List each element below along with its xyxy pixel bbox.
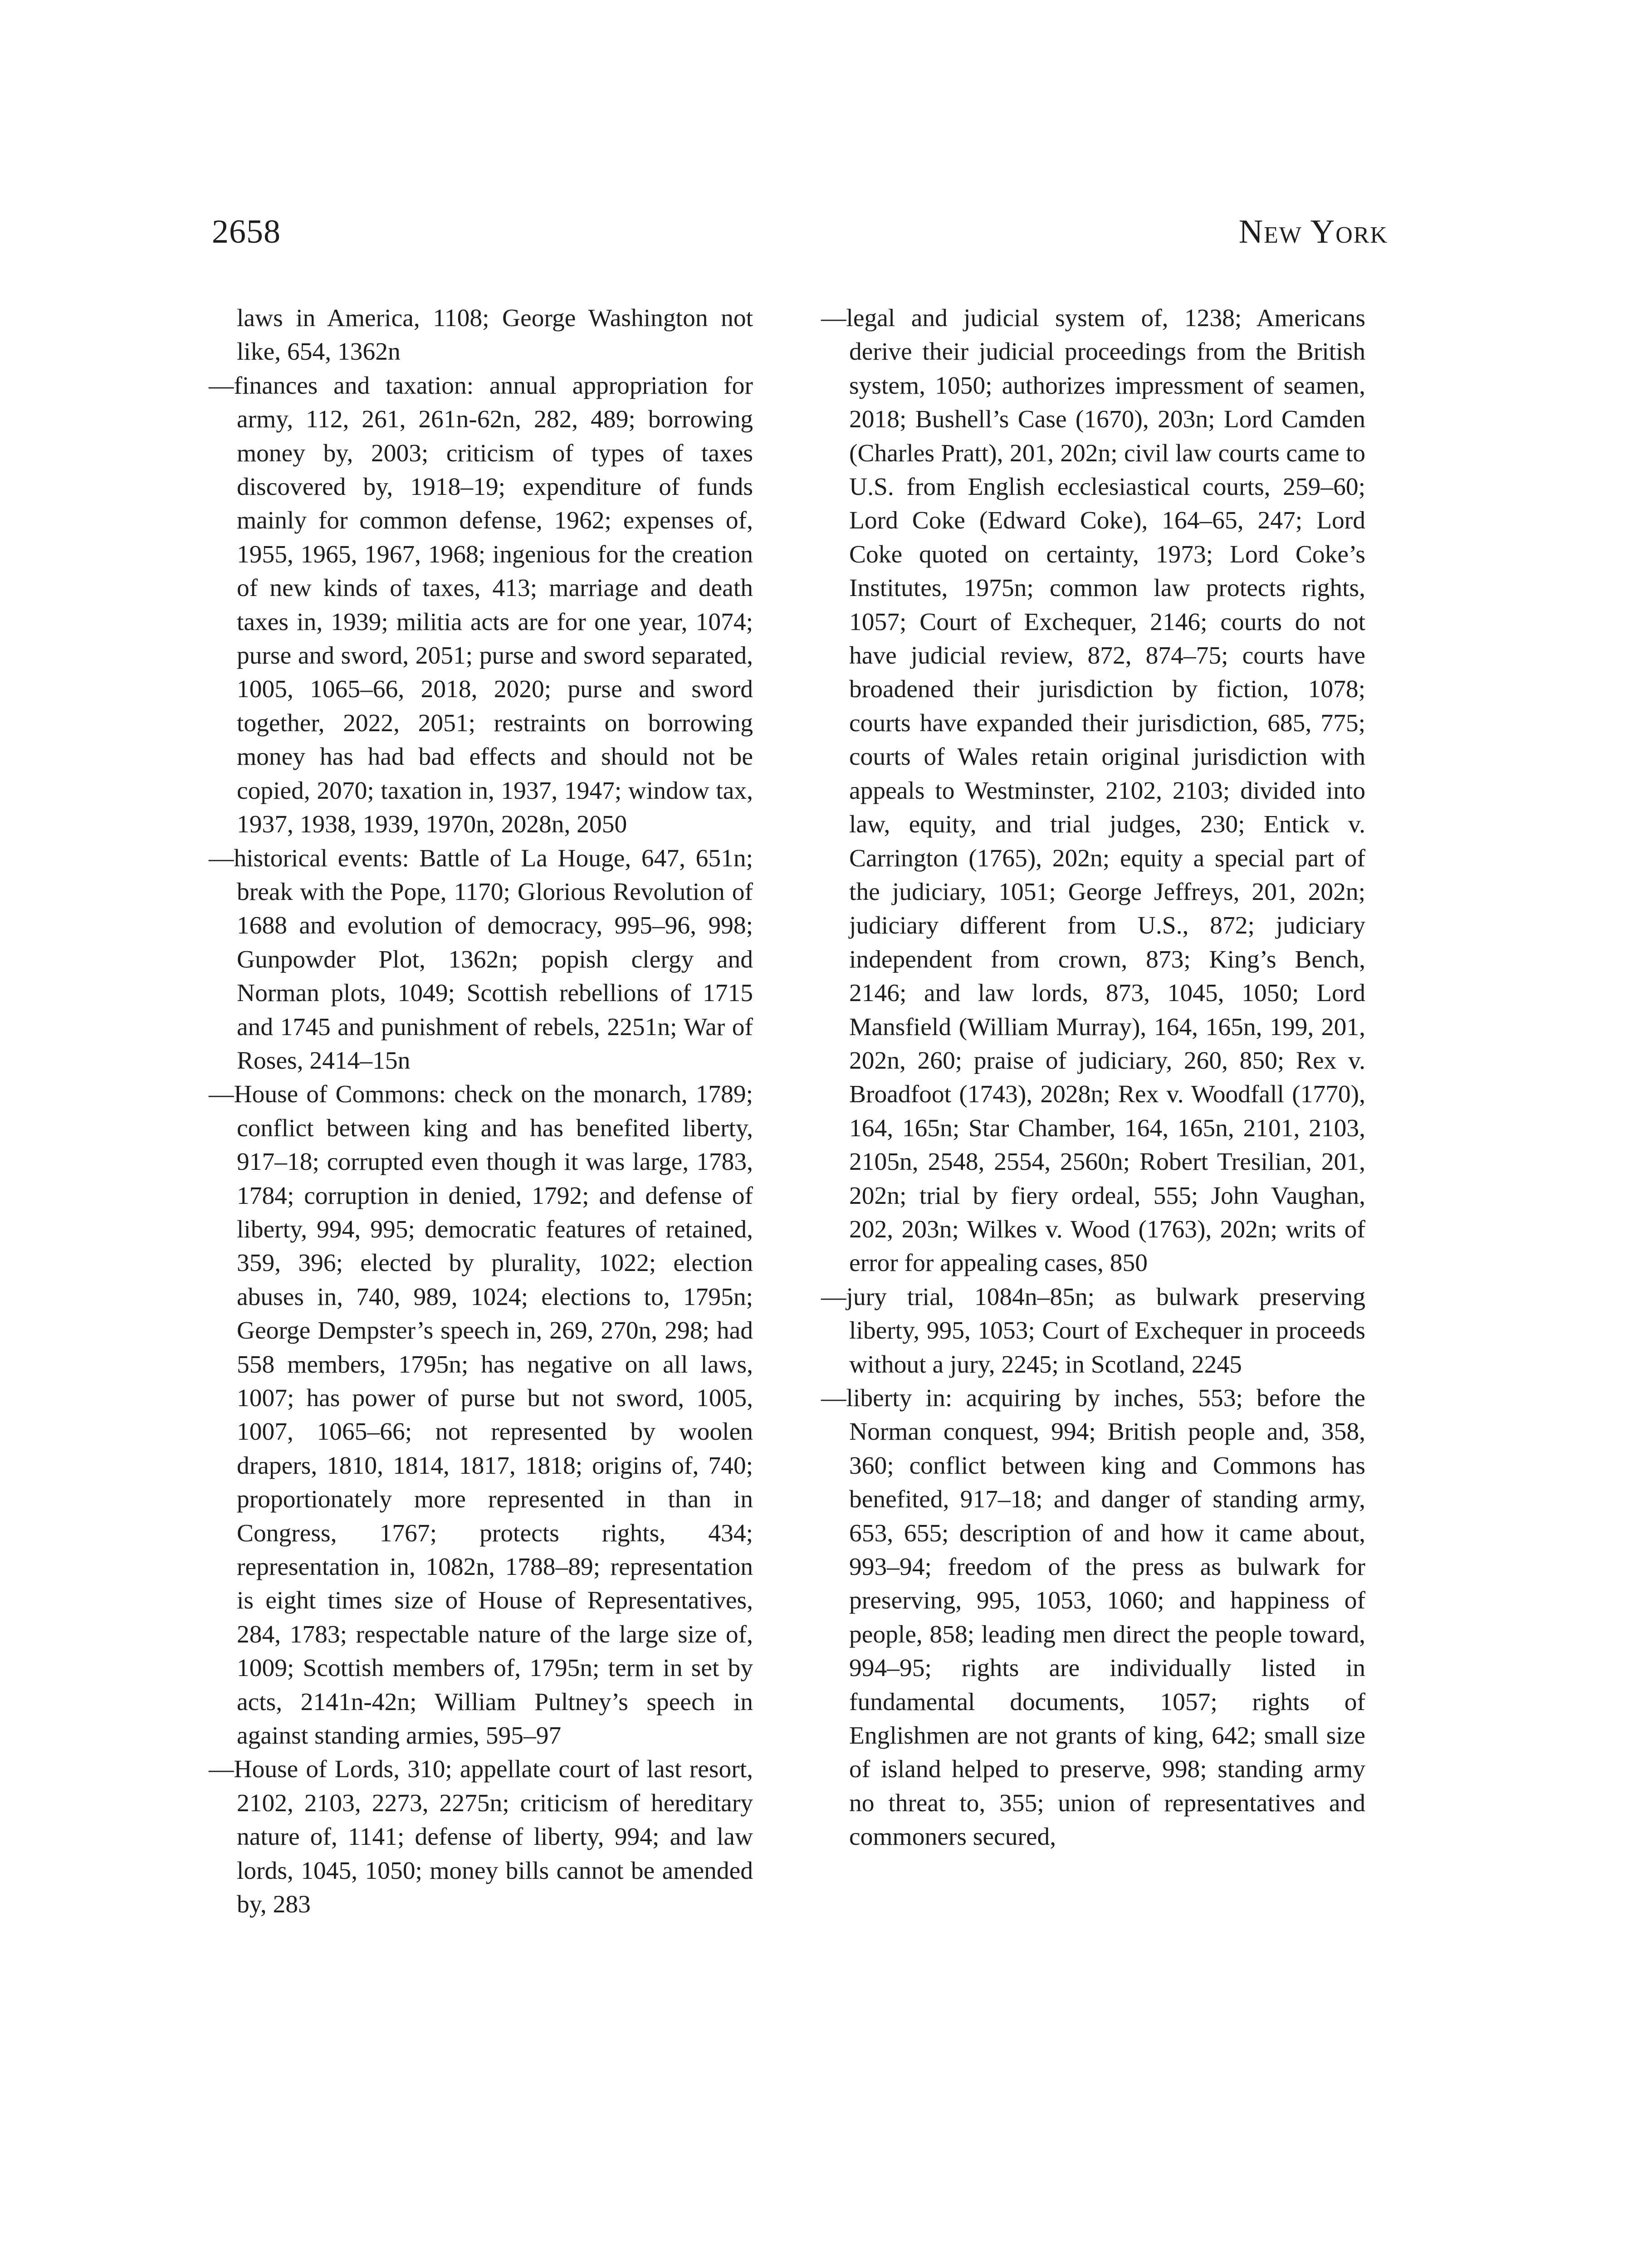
- index-entry: —liberty in: acquiring by inches, 553; before the Norman conquest, 994; British people and, 358, 360; conflict between king and Commons has benefited, 917–18; and danger of standing army, 653, 655; description of and how it came about, 993–94; freedom of the press as bulwark for preserving, 995, 1053, 1060; and happiness of people, 858; leading men direct the people toward, 994–95; rights are individually listed in fundamental documents, 1057; rights of Englishmen are not grants of king, 642; small size of island helped to preserve, 998; standing army no threat to, 355; union of representatives and commoners secured,: [821, 1384, 1365, 1851]
- index-column-right: [821, 302, 1365, 1854]
- index-entry: —historical events: Battle of La Houge, 647, 651n; break with the Pope, 1170; Glorious Revolution of 1688 and evolution of democracy, 995–96, 998; Gunpowder Plot, 1362n; popish clergy and Norman plots, 1049; Scottish rebellions of 1715 and 1745 and punishment of rebels, 2251n; War of Roses, 2414–15n: [209, 844, 753, 1075]
- index-column-left: [209, 302, 753, 1922]
- index-entry: —House of Lords, 310; appellate court of last resort, 2102, 2103, 2273, 2275n; criticism of hereditary nature of, 1141; defense of liberty, 994; and law lords, 1045, 1050; money bills cannot be amended by, 283: [209, 1755, 753, 1919]
- index-entry: laws in America, 1108; George Washington not like, 654, 1362n: [237, 304, 753, 366]
- page-number: 2658: [212, 213, 281, 250]
- index-entry: —House of Commons: check on the monarch, 1789; conflict between king and has benefited liberty, 917–18; corrupted even though it was large, 1783, 1784; corruption in denied, 1792; and defense of liberty, 994, 995; democratic features of retained, 359, 396; elected by plurality, 1022; election abuses in, 740, 989, 1024; elections to, 1795n; George Dempster’s speech in, 269, 270n, 298; had 558 members, 1795n; has negative on all laws, 1007; has power of purse but not sword, 1005, 1007, 1065–66; not represented by woolen drapers, 1810, 1814, 1817, 1818; origins of, 740; proportionately more represented in than in Congress, 1767; protects rights, 434; representation in, 1082n, 1788–89; representation is eight times size of House of Representatives, 284, 1783; respectable nature of the large size of, 1009; Scottish members of, 1795n; term in set by acts, 2141n-42n; William Pultney’s speech in against standing armies, 595–97: [209, 1080, 753, 1750]
- index-entry: —jury trial, 1084n–85n; as bulwark preserving liberty, 995, 1053; Court of Exchequer in proceeds without a jury, 2245; in Scotland, 2245: [821, 1283, 1365, 1378]
- index-entry: —finances and taxation: annual appropriation for army, 112, 261, 261n-62n, 282, 489; borrowing money by, 2003; criticism of types of taxes discovered by, 1918–19; expenditure of funds mainly for common defense, 1962; expenses of, 1955, 1965, 1967, 1968; ingenious for the creation of new kinds of taxes, 413; marriage and death taxes in, 1939; militia acts are for one year, 1074; purse and sword, 2051; purse and sword separated, 1005, 1065–66, 2018, 2020; purse and sword together, 2022, 2051; restraints on borrowing money has had bad effects and should not be copied, 2070; taxation in, 1937, 1947; window tax, 1937, 1938, 1939, 1970n, 2028n, 2050: [209, 371, 753, 839]
- index-entry: —legal and judicial system of, 1238; Americans derive their judicial proceedings from the British system, 1050; authorizes impressment of seamen, 2018; Bushell’s Case (1670), 203n; Lord Camden (Charles Pratt), 201, 202n; civil law courts came to U.S. from English ecclesiastical courts, 259–60; Lord Coke (Edward Coke), 164–65, 247; Lord Coke quoted on certainty, 1973; Lord Coke’s Institutes, 1975n; common law protects rights, 1057; Court of Exchequer, 2146; courts do not have judicial review, 872, 874–75; courts have broadened their jurisdiction by fiction, 1078; courts have expanded their jurisdiction, 685, 775; courts of Wales retain original jurisdiction with appeals to Westminster, 2102, 2103; divided into law, equity, and trial judges, 230; Entick v. Carrington (1765), 202n; equity a special part of the judiciary, 1051; George Jeffreys, 201, 202n; judiciary different from U.S., 872; judiciary independent from crown, 873; King’s Bench, 2146; and law lords, 873, 1045, 1050; Lord Mansfield (William Murray), 164, 165n, 199, 201, 202n, 260; praise of judiciary, 260, 850; Rex v. Broadfoot (1743), 2028n; Rex v. Woodfall (1770), 164, 165n; Star Chamber, 164, 165n, 2101, 2103, 2105n, 2548, 2554, 2560n; Robert Tresilian, 201, 202n; trial by fiery ordeal, 555; John Vaughan, 202, 203n; Wilkes v. Wood (1763), 202n; writs of error for appealing cases, 850: [821, 304, 1365, 1277]
- running-head: New York: [1238, 213, 1388, 250]
